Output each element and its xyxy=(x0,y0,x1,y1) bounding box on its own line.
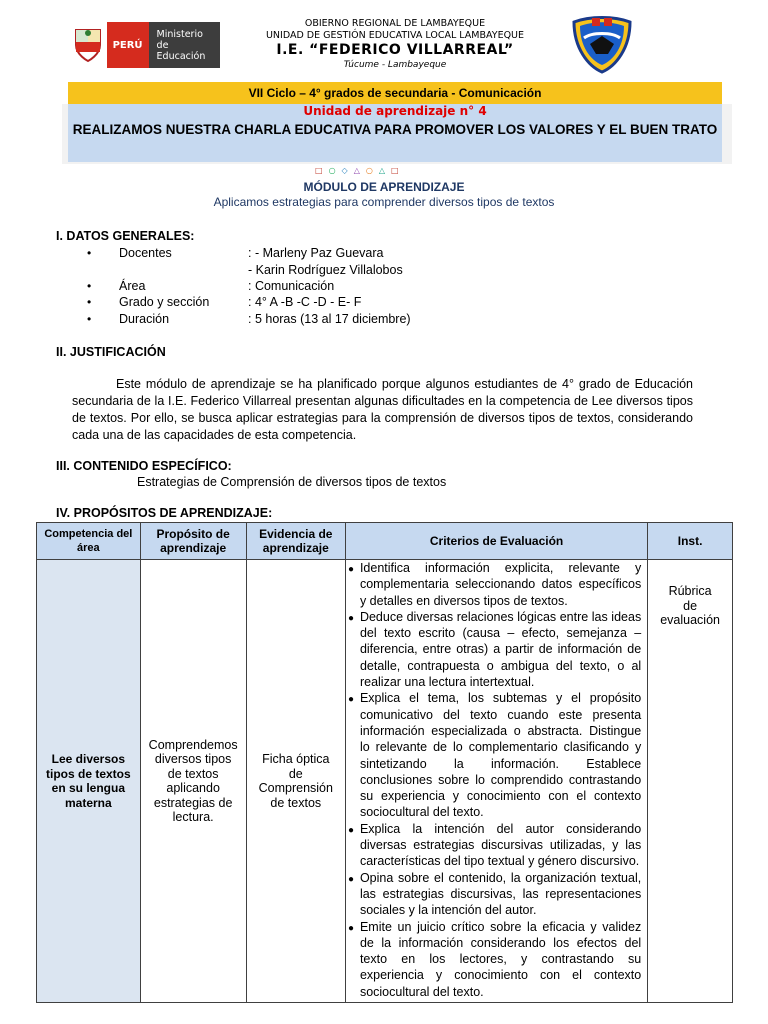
triangle-icon: △ xyxy=(353,166,360,175)
data-value-grado: : 4° A -B -C -D - E- F xyxy=(248,295,362,309)
criteria-item: ● Deduce diversas relaciones lógicas entre las ideas del texto escrito (causa – efecto, semejanza – diferencia, entre otras) a partir de información de detalle, contrapuesta o ambigua del texto, o al realizar una lectura intertextual. xyxy=(360,609,641,690)
header-line-1: OBIERNO REGIONAL DE LAMBAYEQUE xyxy=(304,18,486,29)
minedu-logo xyxy=(70,22,220,68)
header-evidence: Evidencia de aprendizaje xyxy=(246,523,345,560)
cell-purpose: Comprendemos diversos tipos de textos aplicando estrategias de lectura. xyxy=(140,560,246,1003)
data-label-grado: • Grado y sección xyxy=(119,295,209,309)
square-icon: □ xyxy=(391,166,399,175)
cycle-banner: VII Ciclo – 4° grados de secundaria - Comunicación xyxy=(68,82,722,104)
data-label-area: • Área xyxy=(119,279,145,293)
data-value-area: : Comunicación xyxy=(248,279,335,293)
school-crest-icon xyxy=(570,14,634,74)
decorative-shapes xyxy=(315,166,399,176)
circle-icon: ○ xyxy=(365,166,373,175)
header-line-2: UNIDAD DE GESTIÓN EDUCATIVA LOCAL LAMBAYEQUE xyxy=(265,30,525,41)
module-title: MÓDULO DE APRENDIZAJE xyxy=(303,180,465,194)
logo-ministry-text xyxy=(149,22,220,68)
section-purposes: IV. PROPÓSITOS DE APRENDIZAJE: xyxy=(56,506,273,520)
purposes-table xyxy=(36,522,733,1003)
cell-competence: Lee diversos tipos de textos en su lengua materna xyxy=(37,560,141,1003)
unit-title: REALIZAMOS NUESTRA CHARLA EDUCATIVA PARA PROMOVER LOS VALORES Y EL BUEN TRATO xyxy=(72,122,718,137)
unit-number: Unidad de aprendizaje n° 4 xyxy=(303,104,487,118)
data-value-docentes: : - Marleny Paz Guevara xyxy=(248,246,384,260)
table-row xyxy=(37,560,733,1003)
criteria-item: ● Explica la intención del autor considerando diversas estrategias discursivas utilizadas, y las características del tipo textual y género discursivo. xyxy=(360,821,641,870)
square-icon: □ xyxy=(315,166,323,175)
triangle-icon: △ xyxy=(378,166,385,175)
section-general-data: I. DATOS GENERALES: xyxy=(56,229,195,243)
justification-text: Este módulo de aprendizaje se ha planificado porque algunos estudiantes de 4° grado de Educación secundaria de la I.E. Federico Villarreal presentan algunas dificultades en la competencia de Lee diversos tipos de textos. Por ello, se busca aplicar estrategias para la comprensión de diversos tipos de textos, considerando cada una de las capacidades de esta competencia. xyxy=(72,377,693,442)
table-header-row xyxy=(37,523,733,560)
section-specific-content: III. CONTENIDO ESPECÍFICO: xyxy=(56,459,232,473)
header-instrument: Inst. xyxy=(648,523,733,560)
data-label-duracion: • Duración xyxy=(119,312,169,326)
logo-ministry-line1: Ministerio xyxy=(156,28,203,40)
module-subtitle: Aplicamos estrategias para comprender diversos tipos de textos xyxy=(213,195,555,209)
section-justification: II. JUSTIFICACIÓN xyxy=(56,345,166,359)
cell-instrument: Rúbrica de evaluación xyxy=(648,560,733,1003)
school-name: I.E. “FEDERICO VILLARREAL” xyxy=(276,42,514,58)
data-value-docentes-2: - Karin Rodríguez Villalobos xyxy=(248,263,403,277)
logo-ministry-line2: de Educación xyxy=(156,39,206,62)
criteria-item: ● Opina sobre el contenido, la organización textual, las estrategias discursivas, las representaciones sociales y la intención del autor. xyxy=(360,870,641,919)
school-location: Túcume - Lambayeque xyxy=(343,60,447,70)
criteria-item: ● Identifica información explicita, relevante y complementaria seleccionando datos específicos y detalles en diversos tipos de textos. xyxy=(360,560,641,609)
criteria-item: ● Explica el tema, los subtemas y el propósito comunicativo del texto cuando este presenta información especializada o abstracta. Distingue lo relevante de lo complementario clasificando y sintetizando la información. Establece conclusiones sobre lo comprendido contrastando su experiencia y conocimiento con el contexto sociocultural del texto. xyxy=(360,690,641,820)
header-criteria: Criterios de Evaluación xyxy=(345,523,647,560)
header-purpose: Propósito de aprendizaje xyxy=(140,523,246,560)
specific-content-text: Estrategias de Comprensión de diversos tipos de textos xyxy=(137,475,447,489)
logo-country-text: PERÚ xyxy=(107,22,149,68)
diamond-icon: ◇ xyxy=(341,166,348,175)
cell-criteria xyxy=(345,560,647,1003)
header-competence: Competencia del área xyxy=(37,523,141,560)
data-label-docentes: • Docentes xyxy=(119,246,172,260)
circle-icon: ○ xyxy=(328,166,336,175)
cell-evidence: Ficha óptica de Comprensión de textos xyxy=(246,560,345,1003)
data-value-duracion: : 5 horas (13 al 17 diciembre) xyxy=(248,312,411,326)
peru-shield-icon xyxy=(70,22,107,68)
criteria-item: ● Emite un juicio crítico sobre la eficacia y validez de la información considerando los efectos del texto en los lectores, y contrastando su experiencia y conocimiento con el contexto sociocultural del texto. xyxy=(360,919,641,1000)
